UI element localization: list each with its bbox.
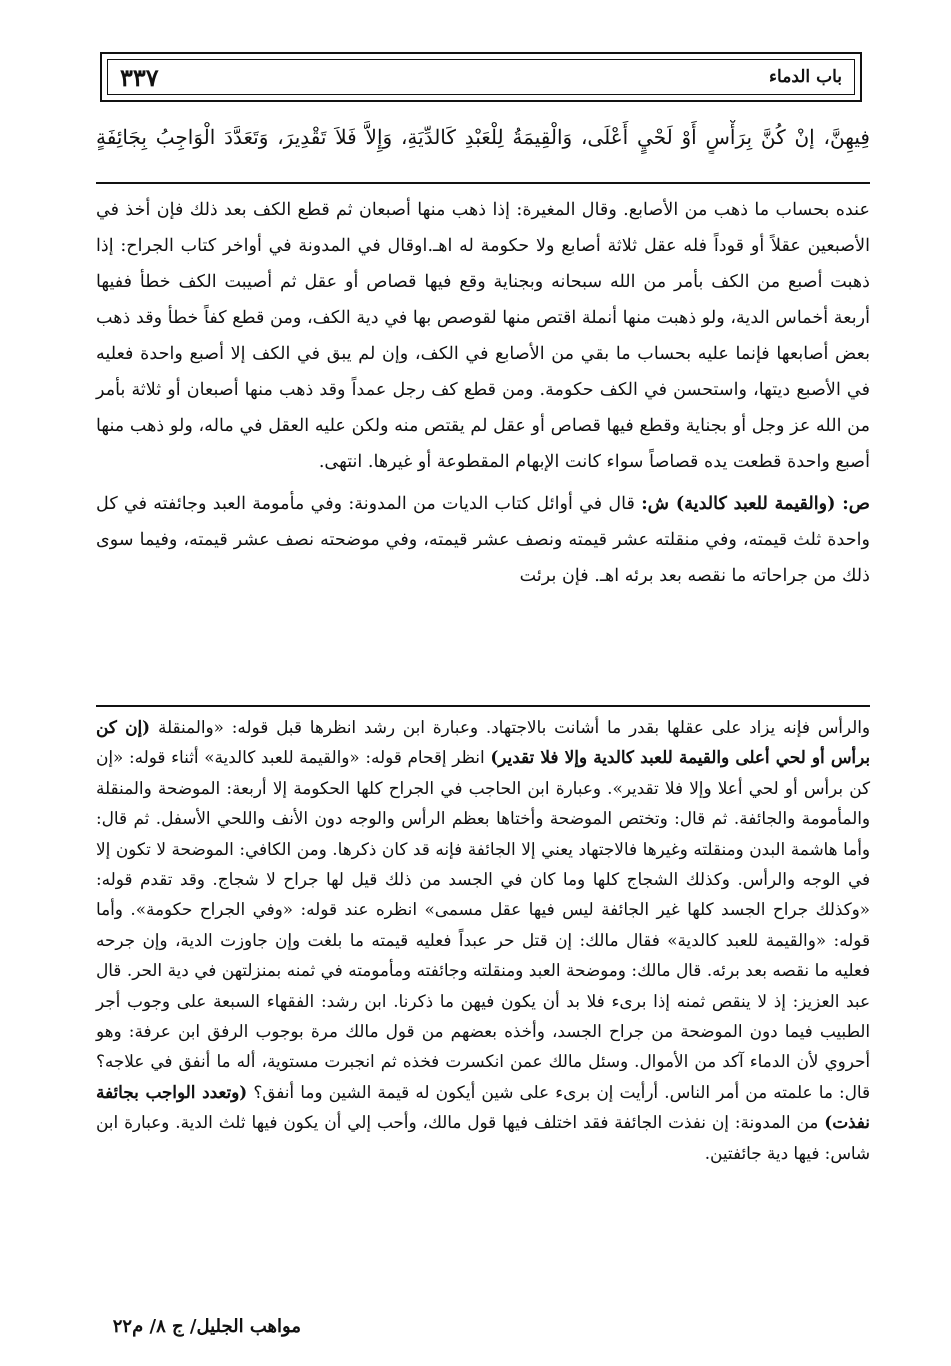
page-header-frame — [107, 59, 855, 95]
matn-verse-line: فِيهِنَّ، إنْ كُنَّ بِرَأْسٍ أَوْ لَحْيٍ أَعْلَى، وَالْقِيمَةُ لِلْعَبْدِ كَالدِّيَةِ، وَإِلاَّ فَلاَ تَقْدِيرَ، وَتَعَدَّدَ الْوَاجِبُ بِجَائِفَةٍ — [96, 125, 870, 149]
footnote-paragraph — [96, 712, 870, 1168]
footnote-quoted-matn: (إن كن برأس أو لحي أعلى والقيمة للعبد كالدية وإلا فلا تقدير) — [96, 717, 871, 768]
page-number: ٣٣٧ — [120, 62, 159, 92]
commentary-body — [96, 192, 870, 594]
sad-sharh-marker: ص: (والقيمة للعبد كالدية) ش: — [641, 493, 871, 514]
footnote-text: من المدونة: إن نفذت الجائفة فقد اختلف فيها قول مالك، وأحب إلي أن يكون فيها ثلث الدية. وعبارة ابن شاس: فيها دية جائفتين. — [96, 1112, 870, 1163]
footnote-text: انظر إقحام قوله: «والقيمة للعبد كالدية» أثناء قوله: «إن كن برأس أو لحي أعلا وإلا فلا تقدير». وعبارة ابن الحاجب في الجراح كلها الحكومة إلا أربعة: الموضحة والمنقلة والمأمومة والجائفة. ثم قال: وتختص الموضحة وأختاها بعظم الرأس والوجه دون الأنف واللحي الأسفل. ثم قال: وأما هاشمة البدن ومنقلته وغيرها فالاجتهاد يعني إلا الجائفة فإنه قد كان ذكرها. ومن الكافي: الموضحة لا تكون إلا في الوجه والرأس. وكذلك الشجاج كلها وما كان في الجسد من ذلك قيل لها جراح لا شجاج. وقد تقدم قوله: «وكذلك جراح الجسد كلها غير الجائفة ليس فيها عقل مسمى» انظره عند قوله: «وفي الجراح حكومة». وأما قوله: «والقيمة للعبد كالدية» فقال مالك: إن قتل حر عبداً فعليه قيمته ما بلغت وإن جاوزت الدية، وإن جرحه فعليه ما نقصه بعد برئه. قال مالك: وموضحة العبد ومنقلته وجائفته ومأمومته في ثمنه بمنزلتهن في دية الحر. قال عبد العزيز: إذ لا ينقص ثمنه إذا برىء فلا بد أن يكون فيهن ما ذكرنا. ابن رشد: الفقهاء السبعة على وجوب أجر الطبيب فيما دون الموضحة من جراح الجسد، وأخذه بعضهم من قول مالك مرة بوجوب الرفق ابن عرفة: وهو أحروي لأن الدماء آكد من الأموال. وسئل مالك عمن انكسرت فخذه ثم انجبرت مستوية، أله ما أنفق في علاجه؟ قال: ما علمته من أمر الناس. أرأيت إن برىء على شين أيكون له قيمة الشين وما أنفق؟ — [96, 747, 870, 1102]
commentary-paragraph — [96, 486, 870, 594]
commentary-paragraph-text: قال في أوائل كتاب الديات من المدونة: وفي مأمومة العبد وجائفته في كل واحدة ثلث قيمته، وفي منقلته عشر قيمته ونصف عشر قيمته، وفي موضحته نصف عشر قيمته، وفيما سوى ذلك من جراحاته ما نقصه بعد برئه اهـ. فإن برئت — [96, 494, 870, 586]
footnote-text: والرأس فإنه يزاد على عقلها بقدر ما أشانت بالاجتهاد. وعبارة ابن رشد انظرها قبل قوله: «والمنقلة — [157, 717, 870, 737]
footnote-quoted-matn: (وتعدد الواجب بجائفة نفذت) — [96, 1081, 870, 1133]
source-reference: مواهب الجليل/ ج ٨/ م٢٢ — [112, 1316, 301, 1337]
page-header — [100, 52, 862, 102]
commentary-paragraph: عنده بحساب ما ذهب من الأصابع. وقال المغيرة: إذا ذهب منها أصبعان ثم قطع الكف بعد ذلك فإن أخذ في الأصبعين عقلاً أو قوداً فله عقل ثلاثة أصابع ولا حكومة له اهـ.اوقال في المدونة في أواخر كتاب الجراح: إذا ذهبت أصبع من الكف بأمر من الله سبحانه وبجناية وقع فيها قصاص أو عقل ثم أصيبت الكف خطأ ففيها أربعة أخماس الدية، ولو ذهبت منها أنملة اقتص منها لقوصص بها في دية الكف، ومن قطع كفاً خطأ وقد ذهب بعض أصابعها فإنما عليه بحساب ما بقي من الأصابع في الكف، وإن لم يبق في الكف إلا أصبع واحدة فعليه في الأصبع ديتها، واستحسن في الكف حكومة. ومن قطع كف رجل عمداً وقد ذهب منها أصبعان أو ثلاثة بأمر من الله عز وجل أو بجناية وقطع فيها قصاص أو عقل لم يقتص منه ولكن عليه العقل في ماله، ولو ذهب منها أصبع واحدة قطعت يده قصاصاً سواء كانت الإبهام المقطوعة أو غيرها. انتهى. — [96, 200, 870, 472]
verse-divider — [96, 182, 870, 184]
chapter-title: باب الدماء — [769, 67, 842, 87]
footnote-body — [96, 712, 870, 1168]
footnote-divider — [96, 705, 870, 707]
